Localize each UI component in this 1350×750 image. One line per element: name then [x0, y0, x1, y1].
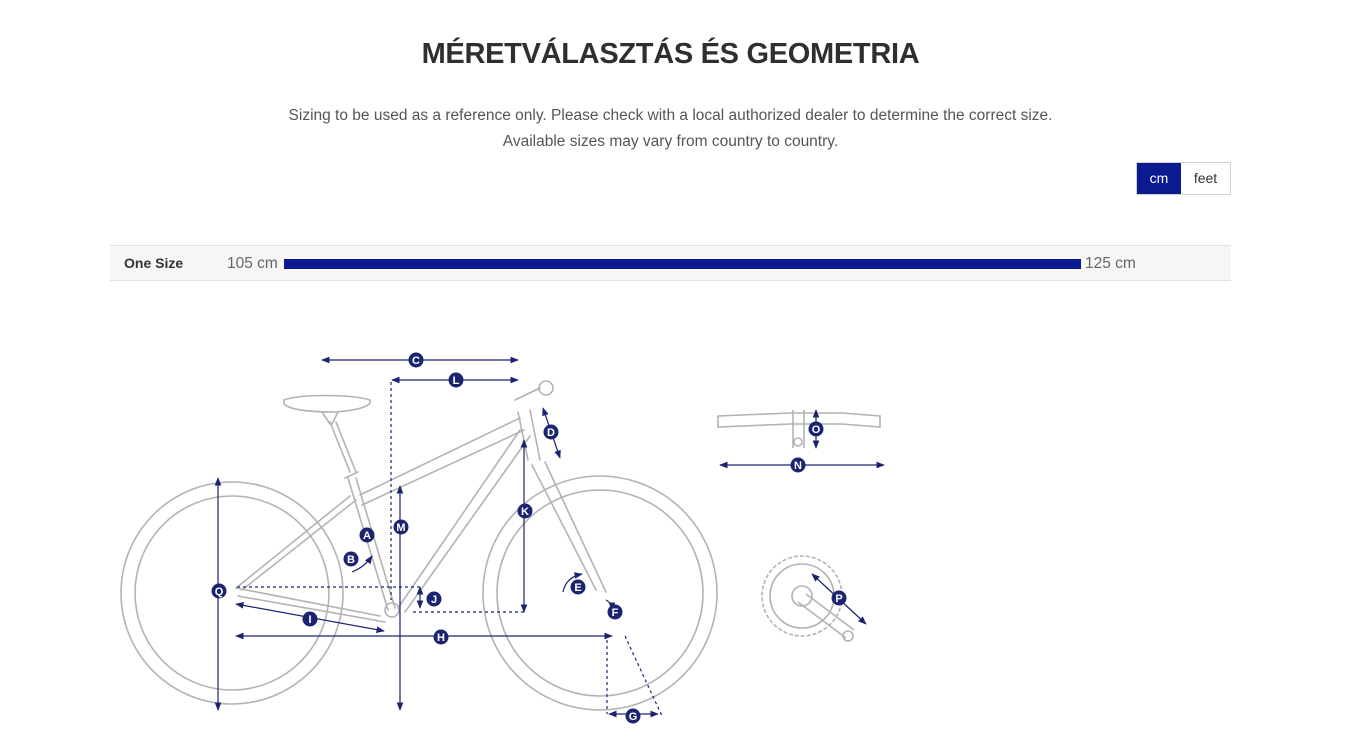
label-n[interactable] [791, 458, 806, 473]
label-o[interactable] [809, 422, 824, 437]
label-g[interactable] [626, 709, 641, 724]
svg-text:J: J [430, 594, 438, 606]
svg-text:A: A [363, 530, 371, 542]
label-p[interactable] [832, 591, 847, 606]
svg-text:F: F [611, 607, 619, 619]
label-h[interactable] [434, 630, 449, 645]
handlebar-illustration-icon [718, 410, 880, 448]
bike-illustration-icon [121, 381, 717, 710]
page-title: MÉRETVÁLASZTÁS ÉS GEOMETRIA [421, 38, 920, 70]
svg-text:Q: Q [214, 586, 224, 598]
label-e[interactable] [571, 580, 586, 595]
svg-text:K: K [521, 506, 529, 518]
rider-height-range-bar [284, 259, 1081, 269]
svg-text:N: N [794, 460, 802, 472]
unit-toggle [1136, 162, 1231, 195]
svg-text:E: E [574, 582, 582, 594]
rider-height-max: 125 cm [1085, 255, 1136, 272]
rider-height-min: 105 cm [227, 255, 278, 272]
label-k[interactable] [518, 504, 533, 519]
svg-text:G: G [628, 711, 638, 723]
label-l[interactable] [449, 373, 464, 388]
label-q[interactable] [212, 584, 227, 599]
label-a[interactable] [360, 528, 375, 543]
svg-text:O: O [811, 424, 821, 436]
unit-feet-button[interactable]: feet [1181, 163, 1230, 194]
label-b[interactable] [344, 552, 359, 567]
svg-text:H: H [437, 632, 445, 644]
svg-text:P: P [835, 593, 843, 605]
svg-text:I: I [308, 614, 312, 626]
svg-text:C: C [412, 355, 420, 367]
rider-height-range-fill [284, 259, 1081, 269]
geometry-diagram [0, 300, 1000, 740]
label-f[interactable] [608, 605, 623, 620]
sizing-disclaimer [0, 103, 1341, 155]
size-row-one-size[interactable] [110, 245, 1231, 281]
dimension-lines [218, 360, 662, 716]
svg-text:L: L [452, 375, 460, 387]
svg-text:B: B [347, 554, 355, 566]
svg-text:M: M [396, 522, 406, 534]
size-name: One Size [124, 255, 184, 271]
svg-text:D: D [547, 427, 555, 439]
disclaimer-line-2: Available sizes may vary from country to country. [502, 133, 839, 150]
label-m[interactable] [394, 520, 409, 535]
disclaimer-line-1: Sizing to be used as a reference only. Please check with a local authorized dealer to determine the correct size. [288, 107, 1053, 124]
unit-cm-button[interactable]: cm [1137, 163, 1181, 194]
label-d[interactable] [544, 425, 559, 440]
label-j[interactable] [427, 592, 442, 607]
label-c[interactable] [409, 353, 424, 368]
label-i[interactable] [303, 612, 318, 627]
